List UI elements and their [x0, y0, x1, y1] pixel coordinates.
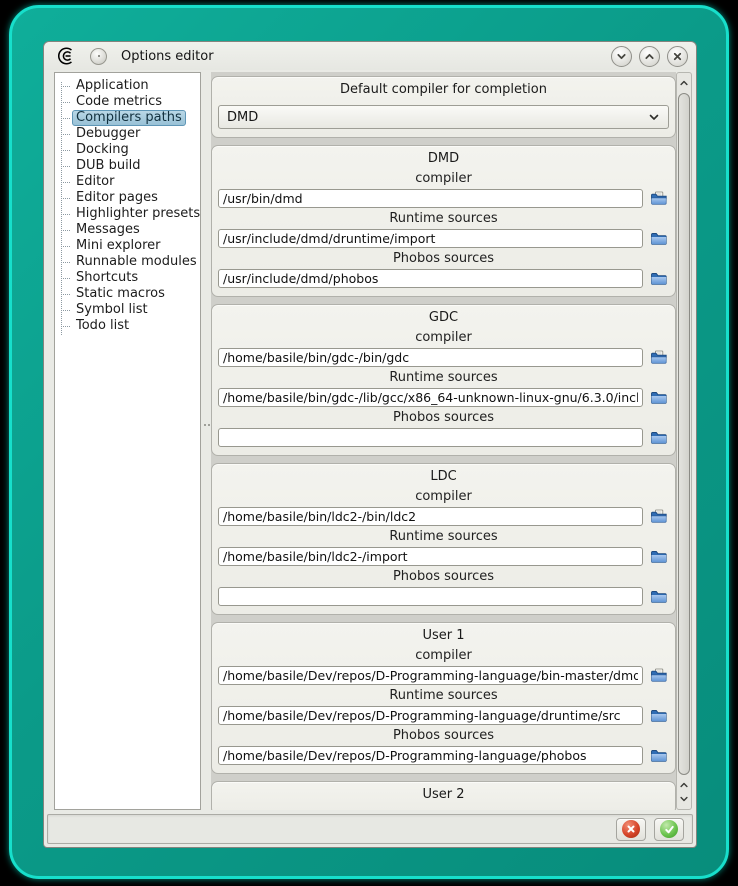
group-title: User 2: [422, 787, 465, 802]
ldc-compiler-input[interactable]: [218, 507, 643, 526]
browse-folder-button[interactable]: [647, 747, 669, 765]
main-scrollbar[interactable]: [676, 72, 692, 810]
group-default-compiler: [211, 76, 676, 138]
sidebar-item-label: DUB build: [76, 158, 141, 173]
sidebar-item-label: Messages: [76, 222, 140, 237]
group-title: DMD: [427, 151, 460, 166]
sidebar-item-symbol-list[interactable]: [55, 302, 200, 318]
field-row: [218, 547, 669, 566]
user-1-runtime-sources-input[interactable]: [218, 706, 643, 725]
browse-folder-button[interactable]: [647, 389, 669, 407]
group-ldc: [211, 463, 676, 615]
sidebar-item-code-metrics[interactable]: [55, 94, 200, 110]
tree-connector: [61, 198, 70, 199]
scroll-up-icon[interactable]: [677, 76, 691, 90]
browse-folder-button[interactable]: [647, 429, 669, 447]
close-icon: [672, 51, 683, 62]
sidebar-item-label: Application: [76, 78, 149, 93]
open-file-icon: [650, 509, 667, 524]
sidebar-item-label: Compilers paths: [72, 110, 186, 126]
open-file-icon: [650, 191, 667, 206]
group-gdc: [211, 304, 676, 456]
field-label: Runtime sources: [389, 211, 498, 226]
field-label: Runtime sources: [389, 529, 498, 544]
field-row: [218, 348, 669, 367]
statusbar: [47, 814, 693, 844]
field-row: [218, 428, 669, 447]
green-check-circle-icon: [660, 820, 678, 838]
scroll-down-icon[interactable]: [677, 792, 691, 806]
field-label: Phobos sources: [392, 410, 495, 425]
field-label: compiler: [415, 648, 472, 663]
sidebar-item-static-macros[interactable]: [55, 286, 200, 302]
dmd-phobos-sources-input[interactable]: [218, 269, 643, 288]
open-file-icon: [650, 668, 667, 683]
field-label: Phobos sources: [392, 251, 495, 266]
browse-folder-button[interactable]: [647, 588, 669, 606]
field-row: [218, 507, 669, 526]
ldc-phobos-sources-input[interactable]: [218, 587, 643, 606]
window-frame: [9, 5, 729, 879]
tree-connector: [61, 262, 70, 263]
gdc-compiler-input[interactable]: [218, 348, 643, 367]
user-1-compiler-input[interactable]: [218, 666, 643, 685]
chevron-down-icon: [616, 51, 627, 62]
field-row: [218, 706, 669, 725]
tree-connector: [61, 294, 70, 295]
field-label: compiler: [415, 489, 472, 504]
sidebar-item-label: Highlighter presets: [76, 206, 201, 221]
folder-icon: [650, 430, 667, 445]
group-title: GDC: [428, 310, 459, 325]
chevron-up-icon: [644, 51, 655, 62]
compiler-groups: [211, 145, 676, 810]
tree-connector: [61, 278, 70, 279]
field-label: Phobos sources: [392, 728, 495, 743]
window-menu-button[interactable]: [90, 48, 107, 65]
gdc-runtime-sources-input[interactable]: [218, 388, 643, 407]
sidebar-item-label: Editor: [76, 174, 115, 189]
folder-icon: [650, 231, 667, 246]
dmd-runtime-sources-input[interactable]: [218, 229, 643, 248]
tree-connector: [61, 102, 70, 103]
browse-file-button[interactable]: [647, 667, 669, 685]
maximize-button[interactable]: [639, 46, 660, 67]
category-tree: [54, 72, 201, 810]
options-editor-window: [43, 41, 697, 848]
user-1-phobos-sources-input[interactable]: [218, 746, 643, 765]
scrollbar-thumb[interactable]: [678, 93, 690, 775]
sidebar-item-debugger[interactable]: [55, 126, 200, 142]
browse-folder-button[interactable]: [647, 707, 669, 725]
field-label: Phobos sources: [392, 569, 495, 584]
field-label: compiler: [415, 171, 472, 186]
sidebar-item-label: Shortcuts: [76, 270, 139, 285]
sidebar-item-label: Todo list: [76, 318, 130, 333]
tree-connector: [61, 246, 70, 247]
sidebar-item-label: Static macros: [76, 286, 165, 301]
tree-connector: [61, 150, 70, 151]
sidebar-item-compilers-paths[interactable]: [55, 110, 200, 126]
sidebar-item-label: Symbol list: [76, 302, 148, 317]
sidebar-item-editor[interactable]: [55, 174, 200, 190]
tree-connector: [61, 166, 70, 167]
field-row: [218, 587, 669, 606]
field-row: [218, 269, 669, 288]
category-tree-items: [55, 73, 200, 334]
gdc-phobos-sources-input[interactable]: [218, 428, 643, 447]
sidebar-item-label: Mini explorer: [76, 238, 161, 253]
open-file-icon: [650, 350, 667, 365]
tree-connector: [61, 230, 70, 231]
sidebar-item-label: Editor pages: [76, 190, 158, 205]
combo-selected-value: DMD: [227, 109, 259, 125]
close-button[interactable]: [667, 46, 688, 67]
tree-connector: [61, 326, 70, 327]
folder-icon: [650, 589, 667, 604]
field-label: Runtime sources: [389, 370, 498, 385]
tree-connector: [61, 86, 70, 87]
group-title: LDC: [430, 469, 457, 484]
window-title: Options editor: [121, 48, 214, 64]
sidebar-item-runnable-modules[interactable]: [55, 254, 200, 270]
sidebar-item-docking[interactable]: [55, 142, 200, 158]
sidebar-item-application[interactable]: [55, 78, 200, 94]
default-compiler-select[interactable]: [218, 105, 669, 129]
folder-icon: [650, 549, 667, 564]
browse-folder-button[interactable]: [647, 270, 669, 288]
splitter[interactable]: [201, 72, 211, 810]
group-user-1: [211, 622, 676, 774]
browse-folder-button[interactable]: [647, 230, 669, 248]
app-logo-icon: [56, 46, 76, 66]
sidebar-item-todo-list[interactable]: [55, 318, 200, 334]
sidebar-item-messages[interactable]: [55, 222, 200, 238]
group-title: Default compiler for completion: [340, 82, 547, 97]
field-label: compiler: [415, 330, 472, 345]
browse-folder-button[interactable]: [647, 548, 669, 566]
sidebar-item-mini-explorer[interactable]: [55, 238, 200, 254]
tree-connector: [61, 214, 70, 215]
sidebar-item-label: Code metrics: [76, 94, 163, 109]
titlebar[interactable]: [44, 42, 696, 70]
field-label: Runtime sources: [389, 688, 498, 703]
sidebar-item-highlighter-presets[interactable]: [55, 206, 200, 222]
sidebar-item-label: Docking: [76, 142, 129, 157]
ldc-runtime-sources-input[interactable]: [218, 547, 643, 566]
browse-file-button[interactable]: [647, 349, 669, 367]
chevron-down-icon: [648, 111, 660, 123]
folder-icon: [650, 390, 667, 405]
browse-file-button[interactable]: [647, 508, 669, 526]
tree-connector: [61, 118, 70, 119]
field-row: [218, 189, 669, 208]
options-panel: [211, 72, 676, 810]
folder-icon: [650, 708, 667, 723]
sidebar-item-shortcuts[interactable]: [55, 270, 200, 286]
group-dmd: [211, 145, 676, 297]
field-row: [218, 229, 669, 248]
tree-connector: [61, 310, 70, 311]
scroll-up-icon[interactable]: [677, 778, 691, 792]
red-x-circle-icon: [622, 820, 640, 838]
browse-file-button[interactable]: [647, 190, 669, 208]
sidebar-item-dub-build[interactable]: [55, 158, 200, 174]
folder-icon: [650, 271, 667, 286]
shade-button[interactable]: [611, 46, 632, 67]
field-row: [218, 388, 669, 407]
cancel-button[interactable]: [616, 818, 646, 841]
accept-button[interactable]: [654, 818, 684, 841]
sidebar-item-label: Debugger: [76, 126, 141, 141]
group-user-2: [211, 781, 676, 810]
sidebar-item-editor-pages[interactable]: [55, 190, 200, 206]
field-row: [218, 746, 669, 765]
group-title: User 1: [422, 628, 465, 643]
field-row: [218, 666, 669, 685]
tree-connector: [61, 134, 70, 135]
folder-icon: [650, 748, 667, 763]
tree-connector: [61, 182, 70, 183]
sidebar-item-label: Runnable modules: [76, 254, 197, 269]
dmd-compiler-input[interactable]: [218, 189, 643, 208]
